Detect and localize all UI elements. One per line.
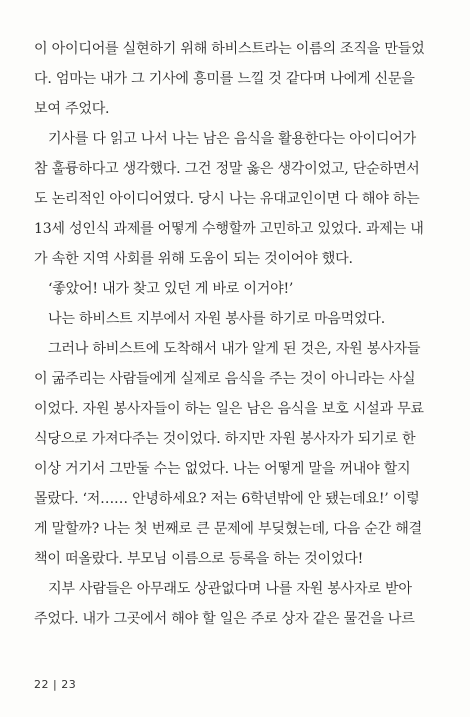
text-line: 그러나 하비스트에 도착해서 내가 알게 된 것은, 자원 봉사자들 — [48, 341, 421, 357]
text-line: 참 훌륭하다고 생각했다. 그건 정말 옳은 생각이었고, 단순하면서 — [34, 161, 420, 177]
paragraph — [34, 334, 438, 574]
paragraph — [34, 304, 438, 334]
text-line: 나는 하비스트 지부에서 자원 봉사를 하기로 마음먹었다. — [48, 311, 385, 327]
text-line: 이 굶주리는 사람들에게 실제로 음식을 주는 것이 아니라는 사실 — [34, 371, 416, 387]
text-line: 도 논리적인 아이디어였다. 당시 나는 유대교인이면 다 해야 하는 — [34, 191, 420, 207]
text-line: 이 아이디어를 실현하기 위해 하비스트라는 이름의 조직을 만들었 — [34, 41, 425, 57]
text-line: 다. 엄마는 내가 그 기사에 흥미를 느낄 것 같다며 나에게 신문을 — [34, 71, 415, 87]
body-text — [34, 34, 438, 634]
text-line: 식당으로 가져다주는 것이었다. 하지만 자원 봉사자가 되기로 한 — [34, 431, 416, 447]
paragraph — [34, 34, 438, 124]
paragraph — [34, 124, 438, 274]
text-line: 13세 성인식 과제를 어떻게 수행할까 고민하고 있었다. 과제는 내 — [34, 221, 424, 237]
text-line: 주었다. 내가 그곳에서 해야 할 일은 주로 상자 같은 물건을 나르 — [34, 611, 415, 627]
paragraph — [34, 274, 438, 304]
text-line: 이상 거기서 그만둘 수는 없었다. 나는 어떻게 말을 꺼내야 할지 — [34, 461, 411, 477]
text-line: 가 속한 지역 사회를 위해 도움이 되는 것이어야 했다. — [34, 251, 353, 267]
paragraph — [34, 574, 438, 634]
text-line: 이었다. 자원 봉사자들이 하는 일은 남은 음식을 보호 시설과 무료 — [34, 401, 424, 417]
text-line: 보여 주었다. — [34, 101, 110, 117]
text-line: 게 말할까? 나는 첫 번째로 큰 문제에 부딪혔는데, 다음 순간 해결 — [34, 521, 422, 537]
text-line: 기사를 다 읽고 나서 나는 남은 음식을 활용한다는 아이디어가 — [48, 131, 416, 147]
text-line: ‘좋았어! 내가 찾고 있던 게 바로 이거야!’ — [48, 281, 294, 297]
text-line: 책이 떠올랐다. 부모님 이름으로 등록을 하는 것이었다! — [34, 551, 364, 567]
text-line: 몰랐다. ‘저…… 안녕하세요? 저는 6학년밖에 안 됐는데요!’ 이렇 — [34, 491, 420, 507]
page-number: 22 | 23 — [34, 678, 77, 691]
text-line: 지부 사람들은 아무래도 상관없다며 나를 자원 봉사자로 받아 — [48, 581, 412, 597]
